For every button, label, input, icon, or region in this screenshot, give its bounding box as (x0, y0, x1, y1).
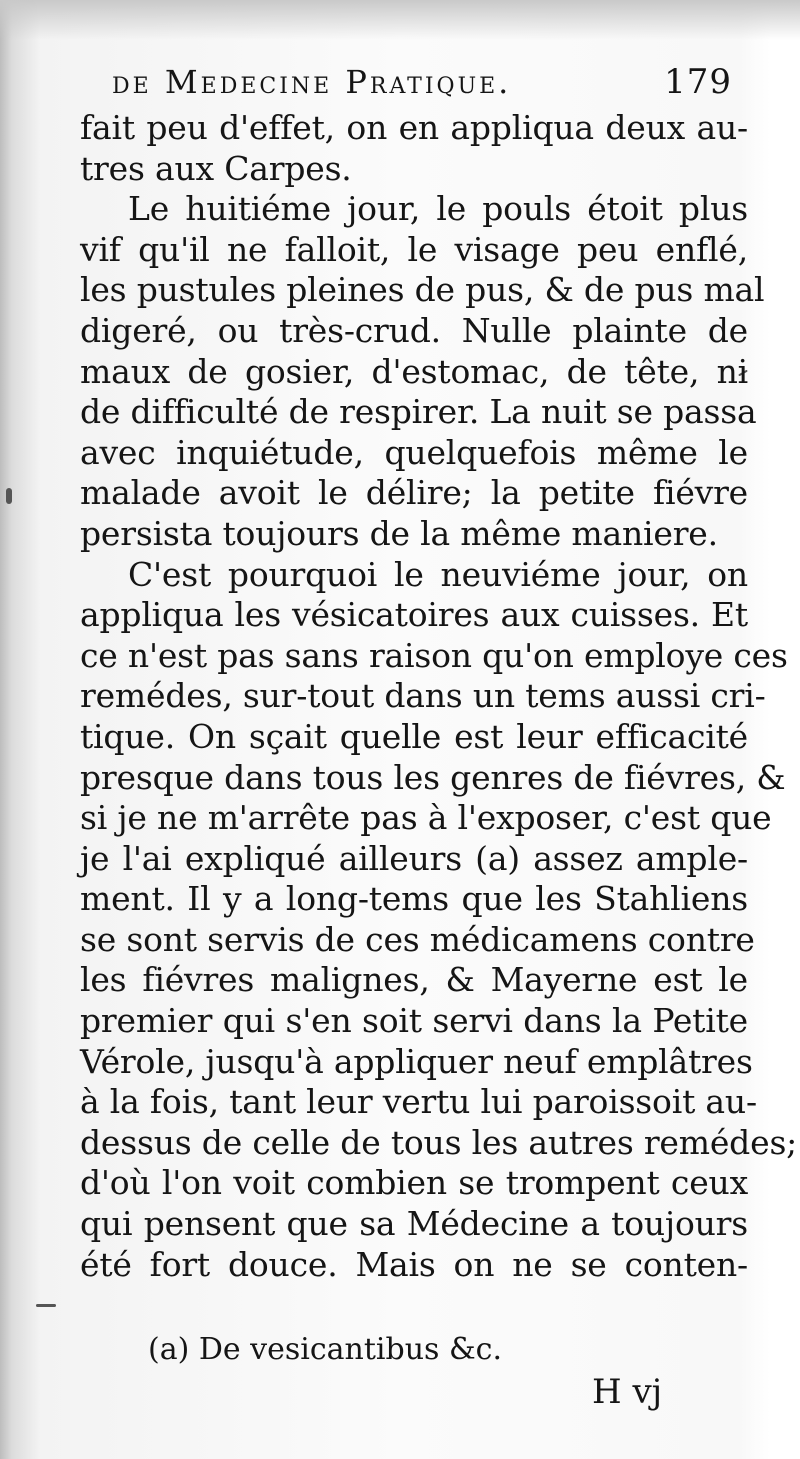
running-head-title: de Medecine Pratique. (112, 63, 512, 101)
text-line: je l'ai expliqué ailleurs (a) assez ample- (80, 838, 748, 878)
text-line: appliqua les vésicatoires aux cuisses. Et (80, 595, 748, 635)
footnote: (a) De vesicantibus &c. (148, 1332, 503, 1367)
text-line: fait peu d'effet, on en appliqua deux au- (80, 108, 748, 147)
text-line: les pustules pleines de pus, & de pus mal (80, 270, 765, 310)
text-line: presque dans tous les genres de fiévres, & (80, 757, 786, 797)
text-line: à la fois, tant leur vertu lui paroissoit au- (80, 1082, 757, 1122)
text-line: vif qu'il ne falloit, le visage peu enflé, (80, 229, 748, 269)
text-line: les fiévres malignes, & Mayerne est le (80, 960, 748, 1000)
text-line: premier qui s'en soit servi dans la Petite (80, 1001, 748, 1041)
body-text (80, 108, 798, 1285)
text-line: qui pensent que sa Médecine a toujours (80, 1204, 748, 1244)
text-line: ment. Il y a long-tems que les Stahliens (80, 879, 748, 919)
text-line: de difficulté de respirer. La nuit se passa (80, 392, 757, 432)
text-line: ce n'est pas sans raison qu'on employe ces (80, 635, 788, 675)
running-head (112, 62, 732, 108)
text-line: dessus de celle de tous les autres remédes; (80, 1122, 798, 1162)
margin-smudge (6, 488, 12, 504)
text-line: digeré, ou très-crud. Nulle plainte de (80, 310, 748, 350)
margin-dash (36, 1304, 56, 1307)
page-number: 179 (664, 62, 732, 102)
text-line: été fort douce. Mais on ne se conten- (80, 1244, 748, 1284)
text-line: maux de gosier, d'estomac, de tête, ni (80, 351, 748, 391)
text-line: malade avoit le délire; la petite fiévre (80, 473, 748, 513)
text-line: Le huitiéme jour, le pouls étoit plus (128, 189, 748, 229)
signature-mark: H vj (592, 1372, 663, 1412)
text-line: Vérole, jusqu'à appliquer neuf emplâtres (80, 1041, 753, 1081)
text-line: tique. On sçait quelle est leur efficacité (80, 716, 748, 756)
text-line: si je ne m'arrête pas à l'exposer, c'est que (80, 798, 772, 838)
text-line: persista toujours de la même maniere. (80, 513, 718, 553)
text-line: C'est pourquoi le neuviéme jour, on (128, 554, 748, 594)
text-line: se sont servis de ces médicamens contre (80, 919, 755, 959)
text-line: tres aux Carpes. (80, 148, 352, 188)
text-line: avec inquiétude, quelquefois même le (80, 432, 748, 472)
text-line: d'où l'on voit combien se trompent ceux (80, 1163, 748, 1203)
text-line: remédes, sur-tout dans un tems aussi cri- (80, 676, 766, 716)
